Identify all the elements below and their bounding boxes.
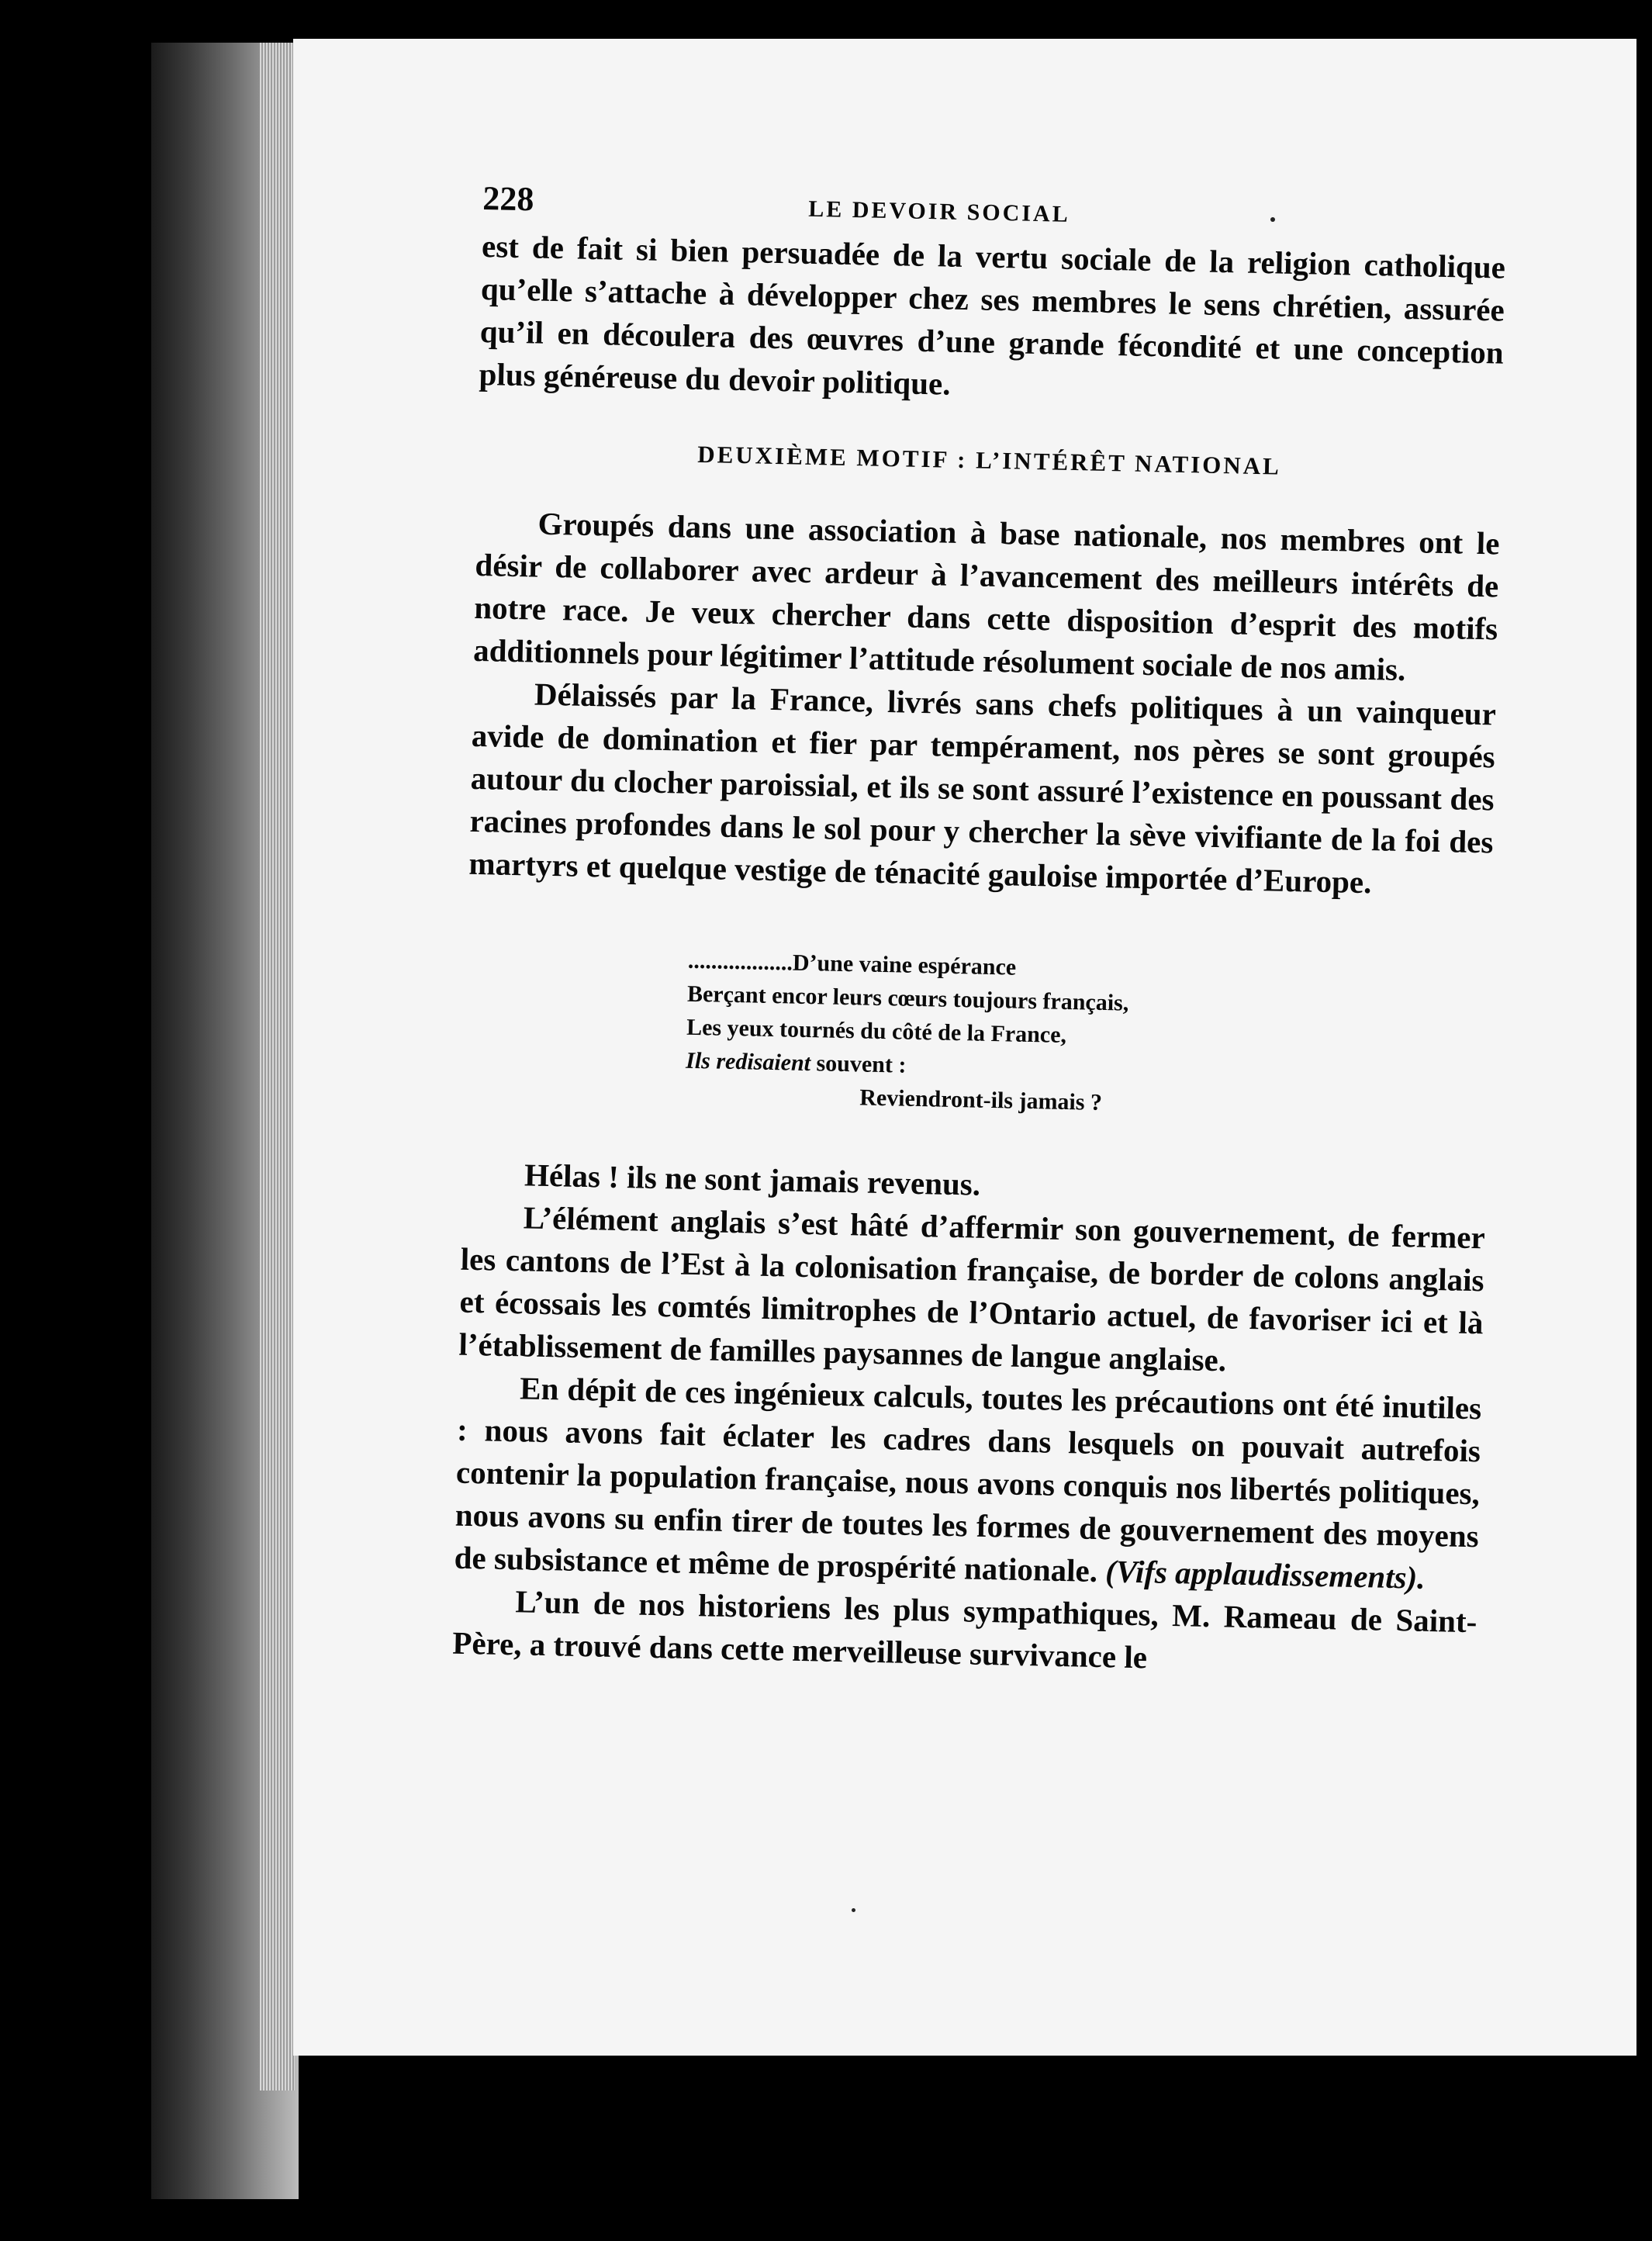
paragraph-6 bbox=[454, 1366, 1481, 1601]
poem-line-5: Reviendront-ils jamais ? bbox=[859, 1084, 1103, 1115]
book-page bbox=[293, 39, 1636, 2056]
paragraph-4: Hélas ! ils ne sont jamais revenus. bbox=[524, 1157, 981, 1202]
poem-line-3: Les yeux tournés du côté de la France, bbox=[686, 1014, 1067, 1048]
poem-quote bbox=[685, 944, 1491, 1128]
applause-note: (Vifs applaudissements). bbox=[1104, 1553, 1426, 1596]
page-number: 228 bbox=[482, 178, 534, 219]
section-title: DEUXIÈME MOTIF : L’INTÉRÊT NATIONAL bbox=[696, 440, 1282, 480]
poem-line-2: Berçant encor leurs cœurs toujours français, bbox=[686, 980, 1129, 1016]
page-edges bbox=[260, 43, 295, 2091]
running-head: LE DEVOIR SOCIAL bbox=[807, 195, 1071, 227]
paragraph-3: Délaissés par la France, livrés sans chefs politiques à un vainqueur avide de domination et fier par tempérament, nos pères se sont groupés autour du clocher paroissial, et ils se sont assuré l’existence en poussant des racines profondes dans le sol pour y chercher la sève vivifiante de la foi des martyrs et quelque vestige de ténacité gauloise importée d’Europe. bbox=[468, 676, 1497, 901]
poem-line-4-rest: souvent : bbox=[810, 1050, 907, 1078]
paragraph-2: Groupés dans une association à base nationale, nos membres ont le désir de collaborer avec ardeur à l’avancement des meilleurs intérêts de notre race. Je veux chercher dans cette disposition d’esprit des motifs additionnels pour légitimer l’attitude résolument sociale de nos amis. bbox=[472, 505, 1500, 688]
paragraph-1: est de fait si bien persuadée de la vertu sociale de la religion catholique qu’elle s’attache à développer chez ses membres le sens chrétien, assurée qu’il en découlera des œuvres d’une grande fécondité et une conception plus généreuse du devoir politique. bbox=[479, 227, 1506, 402]
paragraph-6-text: En dépit de ces ingénieux calculs, toutes les précautions ont été inutiles : nous avons fait éclater les cadres dans lesquels on pouvait autrefois contenir la population française, nous avons conquis nos libertés politiques, nous avons su enfin tirer de toutes les formes de gouvernement des moyens de subsistance et même de prospérité nationale. bbox=[454, 1370, 1482, 1589]
poem-line-4-italic: Ils redisaient bbox=[685, 1047, 811, 1077]
poem-line-1: ..................D’une vaine espérance bbox=[687, 947, 1017, 980]
page-text-block bbox=[452, 178, 1507, 1686]
paragraph-5: L’élément anglais s’est hâté d’affermir son gouvernement, de fermer les cantons de l’Est à la colonisation française, de border de colons anglais et écossais les comtés limitrophes de l’Ontario actuel, de favoriser ici et là l’établissement de familles paysannes de langue anglaise. bbox=[458, 1199, 1486, 1378]
paragraph-7: L’un de nos historiens les plus sympathiques, M. Rameau de Saint-Père, a trouvé dans cette merveilleuse survivance le bbox=[451, 1583, 1477, 1676]
ink-speck bbox=[852, 1908, 855, 1912]
